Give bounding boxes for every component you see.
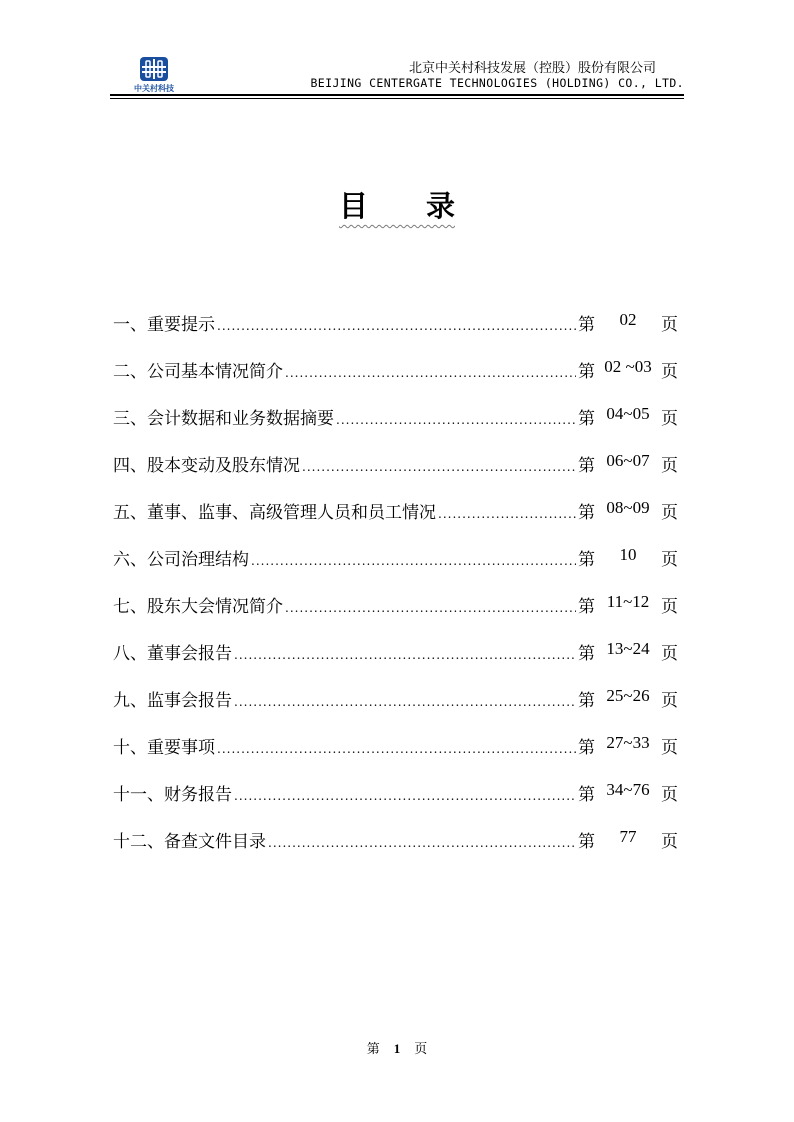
toc-page-number: 02 ~03 [604,357,652,376]
toc-dot-leader [438,507,576,521]
toc-entry-label: 二、公司基本情况简介 [113,362,283,382]
toc-entry-page [578,780,678,805]
toc-page-suffix: 页 [661,362,678,382]
footer-prefix: 第 [366,1042,380,1057]
toc-dot-leader [217,319,576,333]
toc-page-suffix: 页 [661,315,678,335]
toc-page-number: 10 [619,545,637,564]
toc-entry-label: 十一、财务报告 [113,785,232,805]
toc-page-suffix: 页 [661,503,678,523]
header-divider-thick [110,94,684,96]
toc-entry-label: 四、股本变动及股东情况 [113,456,300,476]
toc-entry-label: 五、董事、监事、高级管理人员和员工情况 [113,503,436,523]
footer-suffix: 页 [414,1042,428,1057]
toc-page-prefix: 第 [578,315,595,335]
toc-entry[interactable] [113,451,678,498]
toc-page-prefix: 第 [578,832,595,852]
company-name-en: BEIJING CENTERGATE TECHNOLOGIES (HOLDING) CO., LTD. [310,76,684,90]
toc-dot-leader [217,742,576,756]
toc-entry[interactable] [113,357,678,404]
page-title [0,184,794,225]
toc-entry[interactable] [113,827,678,874]
toc-page-suffix: 页 [661,456,678,476]
toc-page-suffix: 页 [661,597,678,617]
toc-dot-leader [268,836,576,850]
toc-page-number: 77 [619,827,637,846]
toc-entry[interactable] [113,545,678,592]
toc-entry-page [578,498,678,523]
toc-page-number: 02 [619,310,637,329]
header-divider-thin [110,98,684,99]
toc-page-suffix: 页 [661,691,678,711]
toc-entry[interactable] [113,592,678,639]
toc-entry[interactable] [113,686,678,733]
page-footer [0,1038,794,1057]
toc-entry[interactable] [113,639,678,686]
toc-dot-leader [336,413,576,427]
toc-entry-page [578,404,678,429]
toc-page-number: 34~76 [606,780,650,799]
toc-page-suffix: 页 [661,832,678,852]
toc-page-prefix: 第 [578,691,595,711]
toc-dot-leader [285,366,576,380]
toc-entry[interactable] [113,310,678,357]
toc-entry-page [578,733,678,758]
table-of-contents [113,310,678,874]
toc-entry-page [578,639,678,664]
toc-entry-page [578,310,678,335]
toc-dot-leader [234,695,576,709]
toc-entry-label: 六、公司治理结构 [113,550,249,570]
toc-page-prefix: 第 [578,644,595,664]
toc-page-prefix: 第 [578,503,595,523]
toc-entry-page [578,592,678,617]
toc-entry-page [578,686,678,711]
toc-page-prefix: 第 [578,738,595,758]
footer-page-number: 1 [393,1041,401,1056]
toc-entry-label: 八、董事会报告 [113,644,232,664]
toc-page-prefix: 第 [578,409,595,429]
toc-page-prefix: 第 [578,550,595,570]
toc-page-prefix: 第 [578,362,595,382]
toc-page-number: 13~24 [606,639,650,658]
toc-entry-page [578,451,678,476]
toc-page-suffix: 页 [661,785,678,805]
toc-dot-leader [234,648,576,662]
toc-dot-leader [251,554,576,568]
toc-page-prefix: 第 [578,785,595,805]
toc-entry-label: 三、会计数据和业务数据摘要 [113,409,334,429]
toc-entry-label: 七、股东大会情况简介 [113,597,283,617]
toc-page-suffix: 页 [661,409,678,429]
toc-page-prefix: 第 [578,456,595,476]
logo-icon [128,56,180,84]
toc-entry[interactable] [113,404,678,451]
company-name-cn: 北京中关村科技发展（控股）股份有限公司 [408,61,656,76]
toc-entry-label: 十二、备查文件目录 [113,832,266,852]
toc-dot-leader [285,601,576,615]
toc-entry-label: 十、重要事项 [113,738,215,758]
toc-page-number: 11~12 [606,592,650,611]
toc-page-suffix: 页 [661,644,678,664]
toc-page-prefix: 第 [578,597,595,617]
toc-page-number: 08~09 [606,498,650,517]
toc-entry[interactable] [113,780,678,827]
toc-entry-label: 一、重要提示 [113,315,215,335]
logo-text: 中关村科技 [134,84,174,93]
page-title-text: 目 录 [338,189,455,223]
toc-page-number: 25~26 [606,686,650,705]
toc-page-number: 06~07 [606,451,650,470]
toc-dot-leader [302,460,576,474]
toc-dot-leader [234,789,576,803]
toc-page-suffix: 页 [661,550,678,570]
toc-entry-page [578,357,678,382]
toc-page-number: 27~33 [606,733,650,752]
toc-entry-page [578,827,678,852]
page-header [110,54,684,98]
toc-entry[interactable] [113,498,678,545]
toc-page-number: 04~05 [606,404,650,423]
toc-page-suffix: 页 [661,738,678,758]
company-logo [128,56,180,94]
toc-entry-page [578,545,678,570]
toc-entry[interactable] [113,733,678,780]
toc-entry-label: 九、监事会报告 [113,691,232,711]
